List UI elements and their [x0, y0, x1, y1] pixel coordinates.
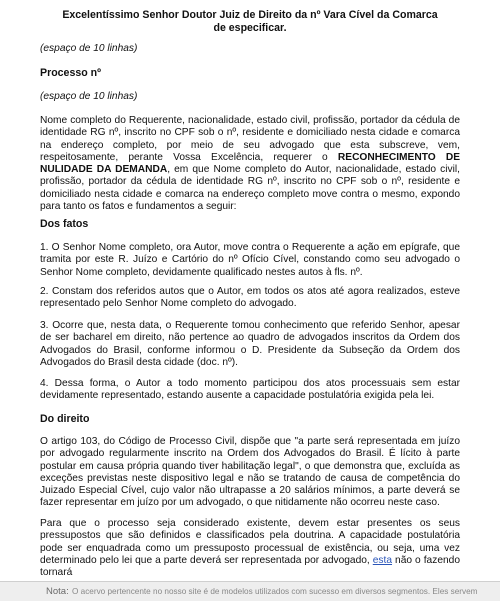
fato-paragraph-2: 2. Constam dos referidos autos que o Autor, em todos os atos até agora realizados, esteve representado pelo Senhor Nome completo do advogado.: [40, 286, 460, 310]
spacing-note-1: (espaço de 10 linhas): [40, 43, 138, 54]
intro-paragraph: [40, 115, 460, 213]
fato-paragraph-3: 3. Ocorre que, nesta data, o Requerente tomou conhecimento que referido Senhor, apesar de ser bacharel em direito, não pertence ao quadro de advogados inscritos da Ordem dos Advogados do Brasil, conforme informou o D. Presidente da Subseção da Ordem dos Advogados do Brasil desta cidade (doc. nº).: [40, 320, 460, 368]
footer-note-bar: [0, 581, 500, 601]
fato-paragraph-1: 1. O Senhor Nome completo, ora Autor, move contra o Requerente a ação em epígrafe, que tramita por este R. Juízo e Cartório do nº Ofício Cível, constando como seu advogado o Senhor Nome completo, devidamente qualificado nestes autos à fls. nº.: [40, 242, 460, 278]
direito-link-esta[interactable]: esta: [372, 554, 393, 566]
heading-fatos: Dos fatos: [40, 218, 89, 230]
document-title: [40, 9, 460, 34]
direito-paragraph-2: [40, 518, 460, 579]
heading-direito: Do direito: [40, 413, 90, 425]
note-label: Nota:: [46, 586, 69, 597]
intro-text-1: Nome completo do Requerente, nacionalidade, estado civil, profissão, portador da cédula de identidade RG nº, inscrito no CPF sob o nº, residente e domiciliado nesta cidade e comarca na endereço completo, por meio de seu advogado que esta subscreve, vem, respeitosamente, perante Vossa Excelência, requerer o: [40, 115, 460, 163]
title-line-2: de especificar.: [213, 21, 287, 34]
note-text: O acervo pertencente no nosso site é de modelos utilizados com sucesso em diversos segmentos. Eles servem: [72, 587, 478, 596]
process-label: Processo nº: [40, 67, 101, 79]
title-line-1: Excelentíssimo Senhor Doutor Juiz de Direito da nº Vara Cível da Comarca: [62, 9, 438, 21]
direito-text-2: não o fazendo tornará: [40, 554, 460, 579]
direito-paragraph-1: O artigo 103, do Código de Processo Civil, dispõe que "a parte será representada em juízo por advogado regularmente inscrito na Ordem dos Advogados do Brasil. É lícito à parte postular em causa própria quando tiver habilitação legal", o que demonstra que, excluída as exceções previstas neste dispositivo legal e não se tratando de causa de competência do Juizado Especial Cível, cujo valor não ultrapasse a 20 salários mínimos, a parte deverá se fazer representar em juízo por um advogado, o que nitidamente não ocorreu neste caso.: [40, 436, 460, 509]
spacing-note-2: (espaço de 10 linhas): [40, 91, 138, 102]
fato-paragraph-4: 4. Dessa forma, o Autor a todo momento participou dos atos processuais sem estar devidamente representado, estando ausente a capacidade postulatória exigida pela lei.: [40, 378, 460, 402]
intro-text-2: , em que Nome completo do Autor, nacionalidade, estado civil, profissão, portador da cédula de identidade RG nº, inscrito no CPF sob o nº, residente e domiciliado nesta cidade e comarca na endereço completo move contra o mesmo, expondo para tanto os fatos e fundamentos a seguir:: [40, 164, 460, 213]
direito-text-1: Para que o processo seja considerado existente, devem estar presentes os seus pressupostos que são definidos e classificados pela doutrina. A capacidade postulatória pode ser enquadrada como um pressuposto processual de existência, ou seja, uma vez determinado pelo lei que a parte deverá ser representada por advogado,: [40, 518, 460, 566]
intro-request-bold: RECONHECIMENTO DE NULIDADE DA DEMANDA: [40, 151, 461, 176]
